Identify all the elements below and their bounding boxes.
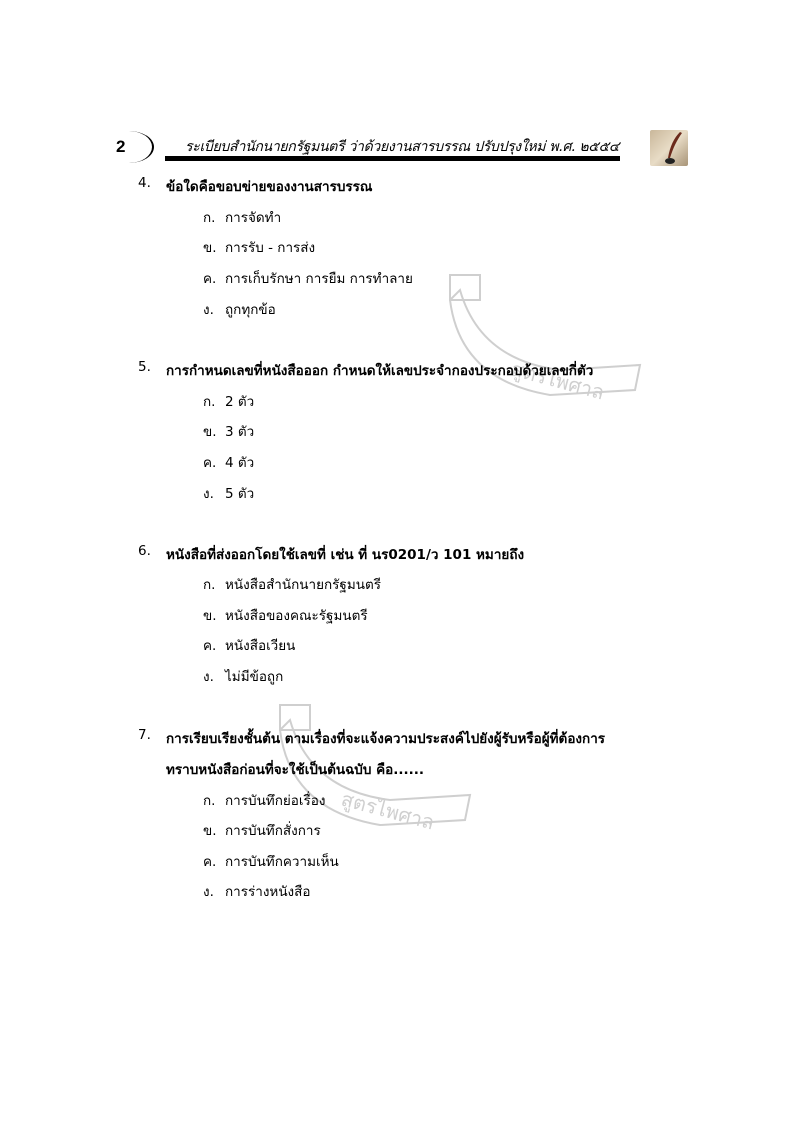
option: ข. 3 ตัว <box>203 424 255 440</box>
header-title: ระเบียบสำนักนายกรัฐมนตรี ว่าด้วยงานสารบรรณ ปรับปรุงใหม่ พ.ศ. ๒๕๕๔ <box>185 139 620 155</box>
question-text: การกำหนดเลขที่หนังสือออก กำหนดให้เลขประจำกองประกอบด้วยเลขกี่ตัว <box>166 363 594 379</box>
question-text: หนังสือที่ส่งออกโดยใช้เลขที่ เช่น ที่ นร0201/ว 101 หมายถึง <box>166 547 525 563</box>
page-number: 2 <box>116 137 126 156</box>
option: ค. 4 ตัว <box>203 455 255 471</box>
option: ค. การเก็บรักษา การยืม การทำลาย <box>203 271 413 287</box>
watermark-logo-1 <box>440 270 650 410</box>
quill-icon <box>650 130 688 166</box>
question-number: 6. <box>138 543 151 559</box>
svg-text:สูตรไพศาล: สูตรไพศาล <box>338 786 438 835</box>
option: ค. การบันทึกความเห็น <box>203 854 339 870</box>
watermark-text: สูตรไพศาล <box>508 356 608 405</box>
question-number: 7. <box>138 727 151 743</box>
question-text: การเรียบเรียงชั้นต้น ตามเรื่องที่จะแจ้งความประสงค์ไปยังผู้รับหรือผู้ที่ต้องการ <box>166 731 606 747</box>
option: ง. ถูกทุกข้อ <box>203 302 276 318</box>
header-rule <box>165 156 620 161</box>
question-number: 5. <box>138 359 151 375</box>
option: ก. 2 ตัว <box>203 394 255 410</box>
option: ค. หนังสือเวียน <box>203 638 296 654</box>
question-text-continued: ทราบหนังสือก่อนที่จะใช้เป็นต้นฉบับ คือ...... <box>166 762 425 778</box>
option: ก. การจัดทำ <box>203 210 282 226</box>
option: ง. การร่างหนังสือ <box>203 884 311 900</box>
option: ง. ไม่มีข้อถูก <box>203 669 284 685</box>
option: ข. การบันทึกสั่งการ <box>203 823 321 839</box>
page-number-bracket <box>104 131 154 163</box>
option: ข. หนังสือของคณะรัฐมนตรี <box>203 608 368 624</box>
question-number: 4. <box>138 175 151 191</box>
option: ง. 5 ตัว <box>203 486 255 502</box>
option: ก. การบันทึกย่อเรื่อง <box>203 793 326 809</box>
question-text: ข้อใดคือขอบข่ายของงานสารบรรณ <box>166 179 373 195</box>
option: ข. การรับ - การส่ง <box>203 240 316 256</box>
option: ก. หนังสือสำนักนายกรัฐมนตรี <box>203 577 382 593</box>
